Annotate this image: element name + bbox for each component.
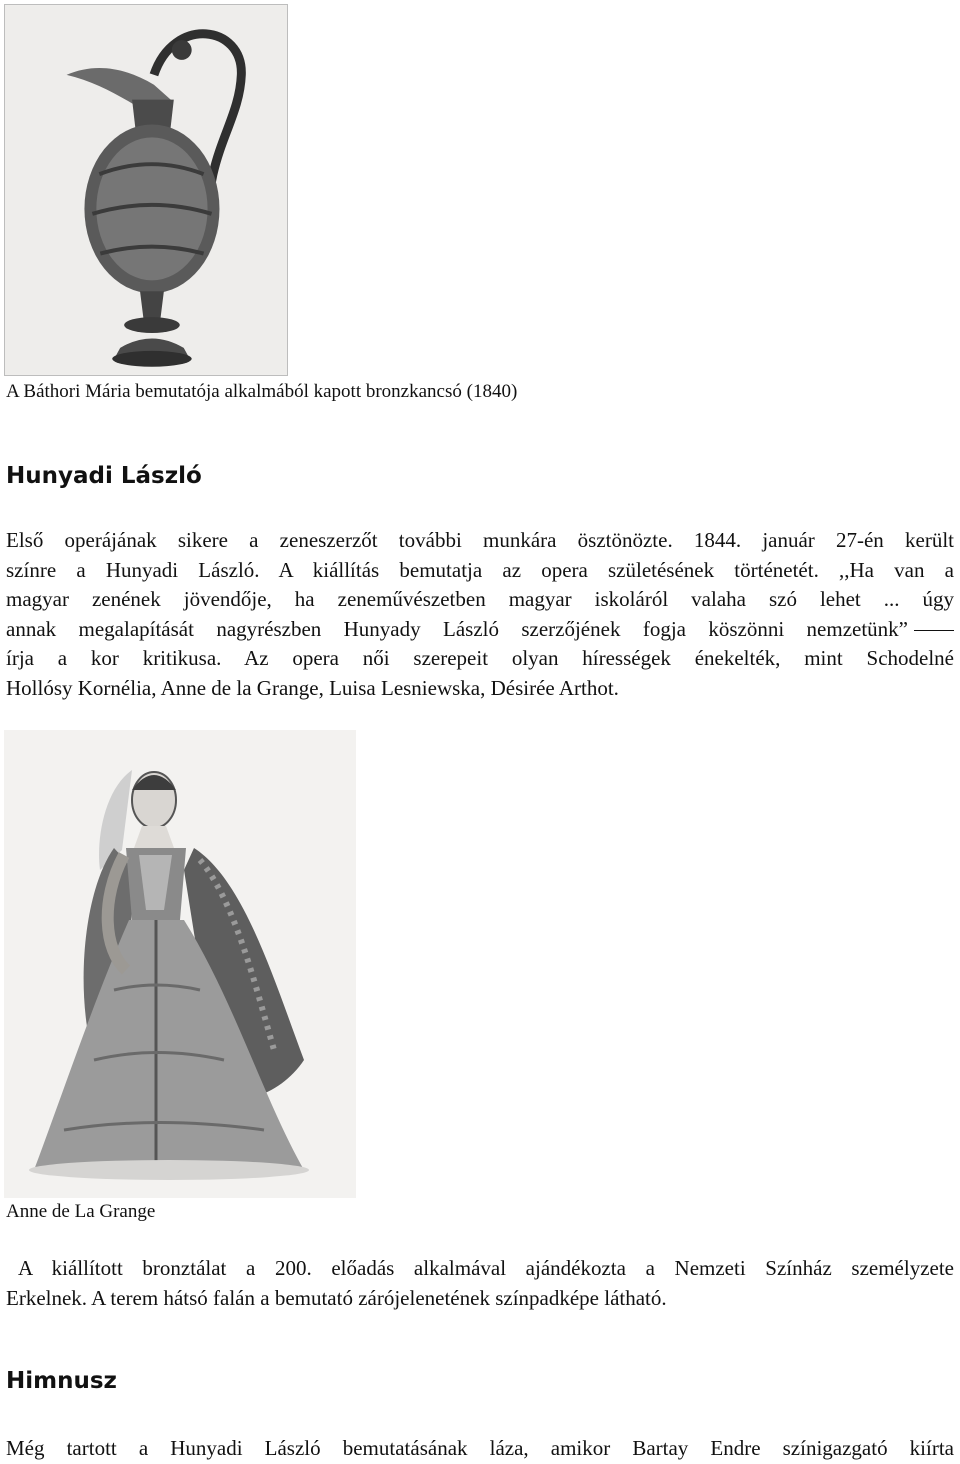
paragraph-line: Még tartott a Hunyadi László bemutatásának láza, amikor Bartay Endre színigazgató kiírta [6, 1436, 954, 1460]
portrait-caption: Anne de La Grange [6, 1201, 156, 1222]
bronze-jug-photo [4, 4, 288, 376]
paragraph-line: írja a kor kritikusa. Az opera női szerepeit olyan hírességek énekelték, mint Schodelné [6, 646, 954, 670]
bronze-jug-illustration [5, 5, 287, 375]
jug-caption: A Báthori Mária bemutatója alkalmából kapott bronzkancsó (1840) [6, 381, 518, 402]
anne-de-la-grange-portrait [4, 730, 356, 1198]
himnusz-paragraph [6, 1434, 954, 1464]
hunyadi-paragraph [6, 526, 954, 703]
em-dash [914, 630, 954, 632]
paragraph-line-text: annak megalapítását nagyrészben Hunyady László szerzőjének fogja köszönni nemzetünk” [6, 616, 908, 641]
paragraph-line: Hollósy Kornélia, Anne de la Grange, Luisa Lesniewska, Désirée Arthot. [6, 675, 619, 700]
section-title-hunyadi-laszlo: Hunyadi László [6, 463, 202, 489]
bronze-plate-paragraph [6, 1254, 954, 1313]
paragraph-line: Erkelnek. A terem hátsó falán a bemutató zárójelenetének színpadképe látható. [6, 1285, 667, 1310]
paragraph-line: színre a Hunyadi László. A kiállítás bemutatja az opera születésének történetét. ,,Ha van a [6, 557, 954, 582]
paragraph-line: magyar zenének jövendője, ha zeneművészetben magyar iskoláról valaha szó lehet ... úgy [6, 587, 954, 611]
portrait-illustration [4, 730, 356, 1198]
paragraph-line: A kiállított bronztálat a 200. előadás alkalmával ajándékozta a Nemzeti Színház személyzete [18, 1256, 954, 1280]
paragraph-line [6, 615, 954, 645]
section-title-himnusz: Himnusz [6, 1368, 117, 1394]
paragraph-line: Első operájának sikere a zeneszerzőt további munkára ösztönözte. 1844. január 27-én került [6, 528, 954, 552]
